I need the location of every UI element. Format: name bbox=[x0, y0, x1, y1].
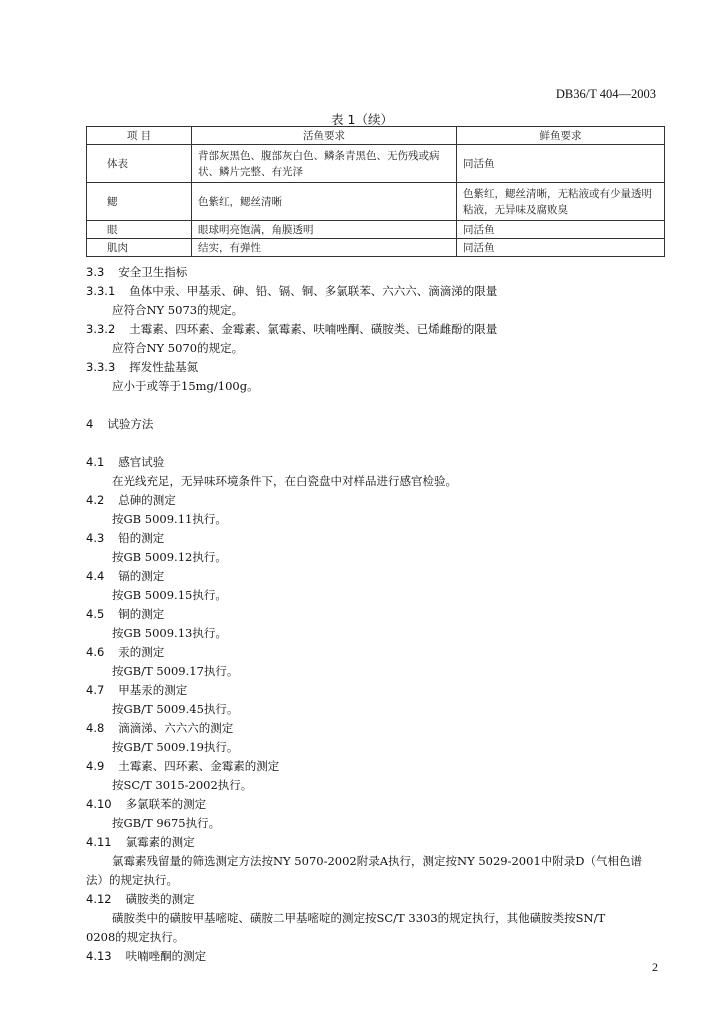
row-item: 肌肉 bbox=[87, 239, 192, 257]
section-body: 按GB/T 5009.17执行。 bbox=[112, 664, 239, 678]
section-heading: 3.3.2 土霉素、四环素、金霉素、氯霉素、呋喃唑酮、磺胺类、已烯雌酚的限量 bbox=[86, 322, 498, 336]
row-live-requirement: 眼球明亮饱满，角膜透明 bbox=[192, 221, 457, 239]
table-header-row bbox=[87, 127, 665, 145]
section-body: 磺胺类中的磺胺甲基嘧啶、磺胺二甲基嘧啶的测定按SC/T 3303的规定执行，其他磺胺类按SN/T bbox=[112, 911, 606, 925]
section-body: 应符合NY 5073的规定。 bbox=[112, 303, 244, 317]
page-number: 2 bbox=[652, 960, 658, 974]
section-body: 按GB 5009.15执行。 bbox=[112, 588, 227, 602]
section-body: 按GB/T 5009.45执行。 bbox=[112, 702, 239, 716]
section-heading: 4.8 滴滴涕、六六六的测定 bbox=[86, 721, 234, 735]
section-body: 应符合NY 5070的规定。 bbox=[112, 341, 244, 355]
section-heading: 4.1 感官试验 bbox=[86, 455, 165, 469]
test-methods-list bbox=[86, 453, 664, 833]
section-heading: 4.6 汞的测定 bbox=[86, 645, 165, 659]
row-item: 鳃 bbox=[87, 183, 192, 221]
row-fresh-requirement: 色紫红，鳃丝清晰，无粘液或有少量透明 粘液，无异味及腐败臭 bbox=[457, 183, 665, 221]
row-fresh-requirement: 同活鱼 bbox=[457, 145, 665, 183]
section-heading: 4.3 铅的测定 bbox=[86, 531, 165, 545]
row-fresh-requirement: 同活鱼 bbox=[457, 221, 665, 239]
section-body: 氯霉素残留量的筛选测定方法按NY 5070-2002附录A执行，测定按NY 5029-2001中附录D（气相色谱 bbox=[112, 854, 642, 868]
section-heading: 4.5 铜的测定 bbox=[86, 607, 165, 621]
section-body: 在光线充足，无异味环境条件下，在白瓷盘中对样品进行感官检验。 bbox=[112, 474, 457, 488]
section-heading: 4.2 总砷的测定 bbox=[86, 493, 176, 507]
section-heading: 3.3 安全卫生指标 bbox=[86, 265, 188, 279]
section-heading: 4.11 氯霉素的测定 bbox=[86, 835, 195, 849]
table-row bbox=[87, 183, 665, 221]
section-heading: 4.9 土霉素、四环素、金霉素的测定 bbox=[86, 759, 280, 773]
section-body-continued: 0208的规定执行。 bbox=[86, 930, 185, 944]
section-body: 按GB/T 9675执行。 bbox=[112, 816, 221, 830]
requirements-table bbox=[86, 126, 665, 257]
section-heading: 4.13 呋喃唑酮的测定 bbox=[86, 949, 207, 963]
table-row bbox=[87, 145, 665, 183]
row-live-requirement: 背部灰黑色、腹部灰白色、鳞条青黑色、无伤残或病 状、鳞片完整、有光泽 bbox=[192, 145, 457, 183]
section-body: 按GB 5009.12执行。 bbox=[112, 550, 227, 564]
column-header-live: 活鱼要求 bbox=[192, 127, 457, 145]
document-body bbox=[86, 263, 664, 966]
row-live-requirement: 结实，有弹性 bbox=[192, 239, 457, 257]
table-caption: 表 1（续） bbox=[331, 112, 393, 127]
row-item: 眼 bbox=[87, 221, 192, 239]
document-code: DB36/T 404—2003 bbox=[555, 87, 656, 101]
section-body: 按GB 5009.13执行。 bbox=[112, 626, 227, 640]
table-row bbox=[87, 239, 665, 257]
section-body: 应小于或等于15mg/100g。 bbox=[112, 379, 259, 393]
column-header-fresh: 鲜鱼要求 bbox=[457, 127, 665, 145]
section-heading: 4.7 甲基汞的测定 bbox=[86, 683, 188, 697]
section-body: 按GB 5009.11执行。 bbox=[112, 512, 227, 526]
row-item: 体表 bbox=[87, 145, 192, 183]
chapter-heading: 4 试验方法 bbox=[86, 417, 154, 431]
table-row bbox=[87, 221, 665, 239]
column-header-item: 项 目 bbox=[87, 127, 192, 145]
row-live-requirement: 色紫红，鳃丝清晰 bbox=[192, 183, 457, 221]
section-body-continued: 法）的规定执行。 bbox=[86, 873, 178, 887]
row-fresh-requirement: 同活鱼 bbox=[457, 239, 665, 257]
section-heading: 4.4 镉的测定 bbox=[86, 569, 165, 583]
section-body: 按SC/T 3015-2002执行。 bbox=[112, 778, 253, 792]
section-heading: 4.10 多氯联苯的测定 bbox=[86, 797, 207, 811]
section-heading: 3.3.1 鱼体中汞、甲基汞、砷、铅、镉、铜、多氯联苯、六六六、滴滴涕的限量 bbox=[86, 284, 498, 298]
section-heading: 4.12 磺胺类的测定 bbox=[86, 892, 195, 906]
section-heading: 3.3.3 挥发性盐基氮 bbox=[86, 360, 199, 374]
section-body: 按GB/T 5009.19执行。 bbox=[112, 740, 239, 754]
